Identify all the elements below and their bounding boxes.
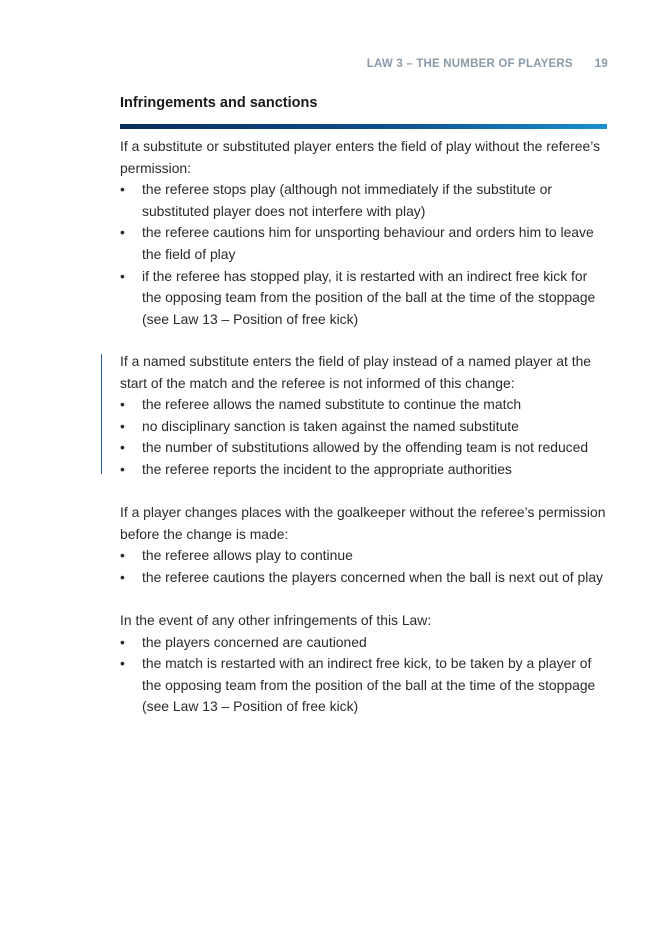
paragraph-intro: If a player changes places with the goalkeeper without the referee’s permission before the change is made: — [120, 504, 606, 542]
paragraph-substitute-enters — [120, 136, 610, 330]
paragraph-other-infringements — [120, 610, 610, 718]
list-item: • the referee allows play to continue — [120, 545, 610, 567]
running-header — [367, 58, 608, 70]
paragraph-goalkeeper-change — [120, 502, 610, 588]
bullet-list — [120, 179, 610, 330]
paragraph-intro: In the event of any other infringements of this Law: — [120, 612, 432, 628]
change-bar — [101, 354, 102, 474]
section-heading: Infringements and sanctions — [120, 95, 318, 111]
paragraph-intro: If a substitute or substituted player enters the field of play without the referee’s permission: — [120, 138, 601, 176]
list-item: • the referee stops play (although not immediately if the substitute or substituted player does not interfere with play) — [120, 179, 610, 222]
bullet-list — [120, 545, 610, 588]
list-item: • the players concerned are cautioned — [120, 632, 610, 654]
list-item: • the referee reports the incident to the appropriate authorities — [120, 459, 610, 481]
list-item: • if the referee has stopped play, it is restarted with an indirect free kick for the opposing team from the position of the ball at the time of the stoppage (see Law 13 – Position of free kick) — [120, 266, 610, 331]
list-item: • the referee allows the named substitute to continue the match — [120, 394, 610, 416]
list-item: • the match is restarted with an indirect free kick, to be taken by a player of the opposing team from the position of the ball at the time of the stoppage (see Law 13 – Position of free kick) — [120, 653, 610, 718]
heading-rule — [120, 124, 607, 129]
paragraph-named-substitute — [120, 351, 610, 481]
running-title: LAW 3 – THE NUMBER OF PLAYERS — [366, 58, 573, 70]
page-number: 19 — [594, 58, 608, 70]
list-item: • the number of substitutions allowed by the offending team is not reduced — [120, 437, 610, 459]
list-item: • no disciplinary sanction is taken against the named substitute — [120, 416, 610, 438]
bullet-list — [120, 632, 610, 718]
list-item: • the referee cautions the players concerned when the ball is next out of play — [120, 567, 610, 589]
list-item: • the referee cautions him for unsporting behaviour and orders him to leave the field of play — [120, 222, 610, 265]
paragraph-intro: If a named substitute enters the field of play instead of a named player at the start of the match and the referee is not informed of this change: — [120, 353, 592, 391]
bullet-list — [120, 394, 610, 480]
